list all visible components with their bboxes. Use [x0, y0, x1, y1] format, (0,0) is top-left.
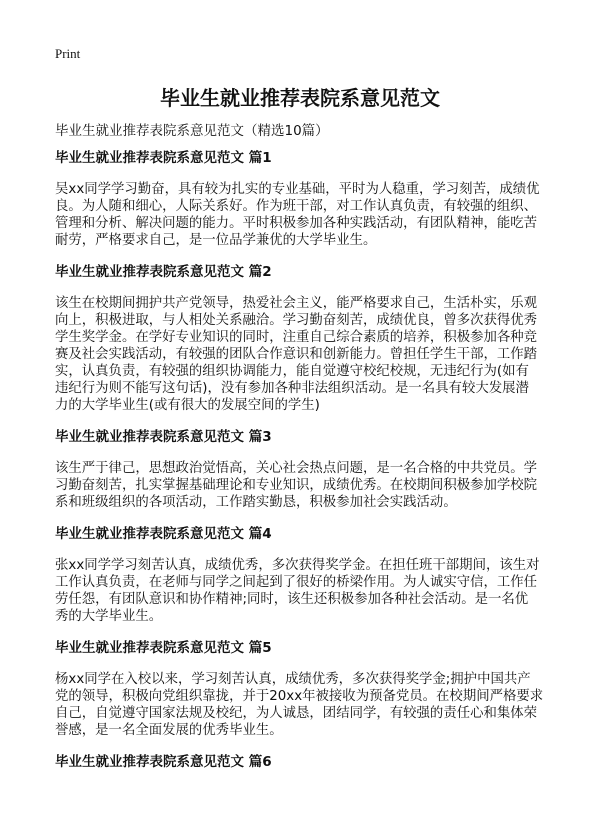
paragraph-line: 实，认真负责，有较强的组织协调能力，能自觉遵守校纪校规，无违纪行为(如有	[55, 364, 529, 379]
paragraph-line: 力的大学毕业生(或有很大的发展空间的学生)	[55, 398, 320, 413]
page-title: 毕业生就业推荐表院系意见范文	[160, 86, 440, 110]
paragraph-line: 张xx同学学习刻苦认真，成绩优秀，多次获得奖学金。在担任班干部期间，该生对	[55, 558, 540, 573]
paragraph-line: 赛及社会实践活动，有较强的团队合作意识和创新能力。曾担任学生干部，工作踏	[55, 347, 538, 362]
paragraph-line: 系和班级组织的各项活动，工作踏实勤恳，积极参加社会实践活动。	[55, 495, 457, 510]
paragraph-line: 党的领导，积极向党组织靠拢，并于20xx年被接收为预备党员。在校期间严格要求	[55, 689, 544, 704]
paragraph-line: 秀的大学毕业生。	[55, 609, 163, 624]
section-paragraph	[55, 671, 555, 739]
paragraph-line: 良。为人随和细心，人际关系好。作为班干部，对工作认真负责，有较强的组织、	[55, 199, 538, 214]
paragraph-line: 学生奖学金。在学好专业知识的同时，注重自己综合素质的培养，积极参加各种竞	[55, 330, 538, 345]
paragraph-line: 劳任怨，有团队意识和协作精神;同时，该生还积极参加各种社会活动。是一名优	[55, 592, 529, 607]
section-heading: 毕业生就业推荐表院系意见范文 篇5	[55, 640, 272, 656]
section-paragraph	[55, 295, 555, 414]
document-body	[55, 150, 555, 785]
section-paragraph	[55, 181, 555, 249]
section-paragraph	[55, 557, 555, 625]
section-heading: 毕业生就业推荐表院系意见范文 篇2	[55, 264, 272, 280]
paragraph-line: 吴xx同学学习勤奋，具有较为扎实的专业基础，平时为人稳重，学习刻苦，成绩优	[55, 182, 540, 197]
section-heading: 毕业生就业推荐表院系意见范文 篇6	[55, 754, 272, 770]
section-heading: 毕业生就业推荐表院系意见范文 篇1	[55, 150, 272, 166]
print-link[interactable]: Print	[55, 46, 81, 61]
paragraph-line: 该生在校期间拥护共产党领导，热爱社会主义，能严格要求自己，生活朴实，乐观	[55, 296, 538, 311]
paragraph-line: 誉感，是一名全面发展的优秀毕业生。	[55, 723, 283, 738]
paragraph-line: 向上，积极进取，与人相处关系融洽。学习勤奋刻苦，成绩优良，曾多次获得优秀	[55, 313, 538, 328]
paragraph-line: 违纪行为则不能写这句话)，没有参加各种非法组织活动。是一名具有较大发展潜	[55, 381, 529, 396]
document-subtitle: 毕业生就业推荐表院系意见范文（精选10篇）	[55, 123, 329, 139]
paragraph-line: 耐劳，严格要求自己，是一位品学兼优的大学毕业生。	[55, 233, 377, 248]
paragraph-line: 该生严于律己，思想政治觉悟高，关心社会热点问题，是一名合格的中共党员。学	[55, 461, 538, 476]
paragraph-line: 工作认真负责，在老师与同学之间起到了很好的桥梁作用。为人诚实守信，工作任	[55, 575, 538, 590]
paragraph-line: 杨xx同学在入校以来，学习刻苦认真，成绩优秀，多次获得奖学金;拥护中国共产	[55, 672, 531, 687]
paragraph-line: 自己，自觉遵守国家法规及校纪，为人诚恳，团结同学，有较强的责任心和集体荣	[55, 706, 538, 721]
paragraph-line: 习勤奋刻苦，扎实掌握基础理论和专业知识，成绩优秀。在校期间积极参加学校院	[55, 478, 538, 493]
section-heading: 毕业生就业推荐表院系意见范文 篇3	[55, 429, 272, 445]
section-heading: 毕业生就业推荐表院系意见范文 篇4	[55, 526, 272, 542]
paragraph-line: 管理和分析、解决问题的能力。平时积极参加各种实践活动，有团队精神，能吃苦	[55, 216, 538, 231]
section-paragraph	[55, 460, 555, 511]
